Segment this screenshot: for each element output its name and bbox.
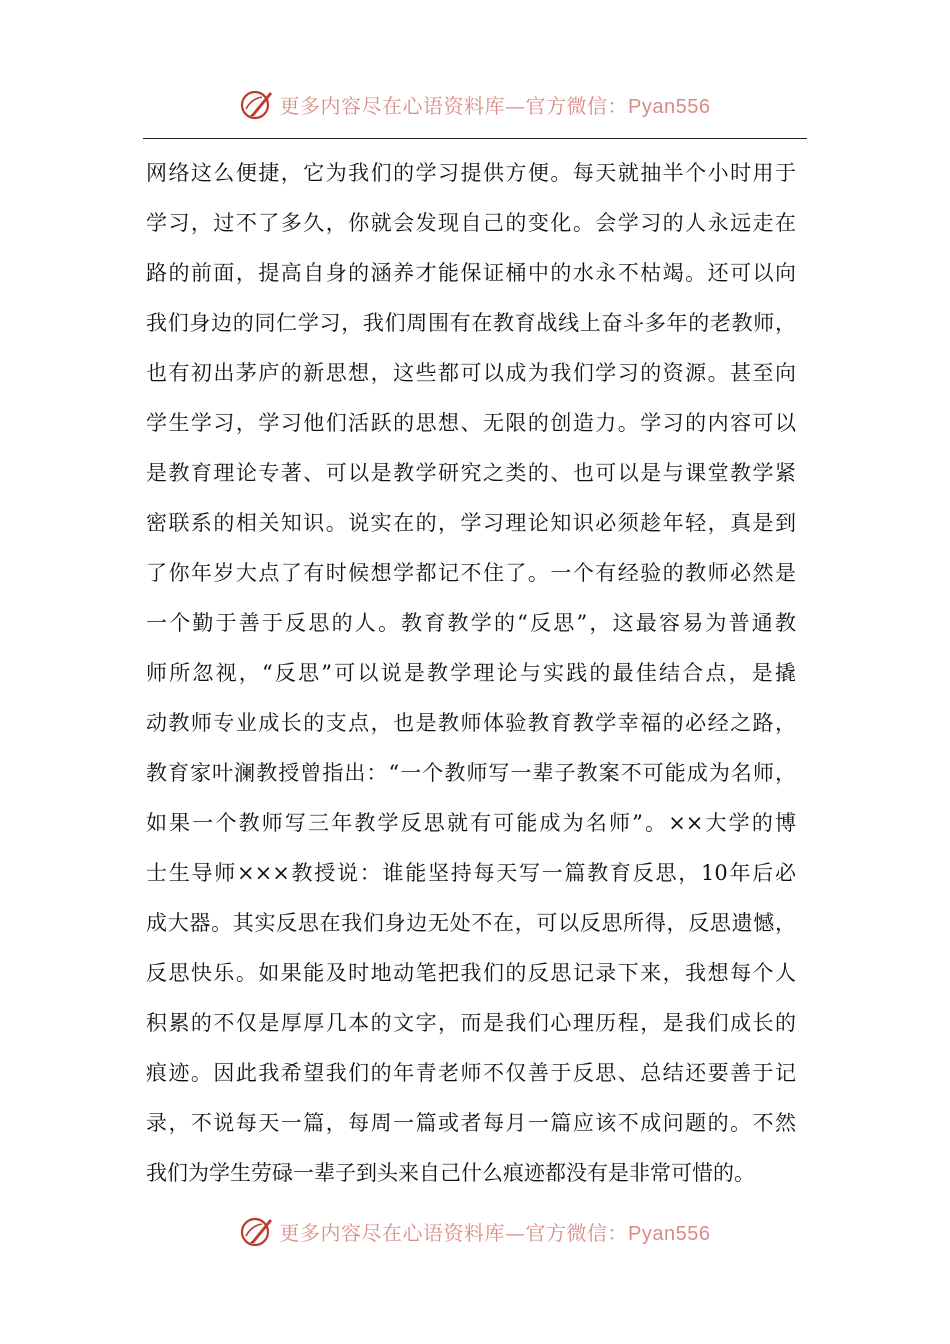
text-line: 师所忽视，“反思”可以说是教学理论与实践的最佳结合点，是撬 bbox=[146, 661, 796, 685]
text-line: 我们为学生劳碌一辈子到头来自己什么痕迹都没有是非常可惜的。 bbox=[146, 1161, 755, 1185]
header-banner-title: 更多内容尽在心语资料库—官方微信： bbox=[279, 93, 629, 118]
text-line: 学生学习，学习他们活跃的思想、无限的创造力。学习的内容可以 bbox=[146, 411, 796, 435]
pen-logo-icon bbox=[240, 1214, 274, 1248]
text-line: 反思快乐。如果能及时地动笔把我们的反思记录下来，我想每个人 bbox=[146, 961, 796, 985]
text-line: 积累的不仅是厚厚几本的文字，而是我们心理历程，是我们成长的 bbox=[146, 1011, 796, 1035]
footer-banner bbox=[0, 1211, 950, 1251]
header-divider bbox=[143, 138, 807, 139]
text-line: 了你年岁大点了有时候想学都记不住了。一个有经验的教师必然是 bbox=[146, 561, 796, 585]
text-line: 网络这么便捷，它为我们的学习提供方便。每天就抽半个小时用于 bbox=[146, 161, 796, 185]
footer-banner-wechat-id: Pyan556 bbox=[628, 1222, 711, 1245]
text-line: 如果一个教师写三年教学反思就有可能成为名师”。××大学的博 bbox=[146, 811, 796, 835]
text-line: 一个勤于善于反思的人。教育教学的“反思”，这最容易为普通教 bbox=[146, 611, 796, 635]
text-line: 也有初出茅庐的新思想，这些都可以成为我们学习的资源。甚至向 bbox=[146, 361, 796, 385]
footer-banner-title: 更多内容尽在心语资料库—官方微信： bbox=[279, 1220, 629, 1245]
header-banner-wechat-id: Pyan556 bbox=[628, 95, 711, 118]
text-line: 是教育理论专著、可以是教学研究之类的、也可以是与课堂教学紧 bbox=[146, 461, 796, 485]
text-line: 成大器。其实反思在我们身边无处不在，可以反思所得，反思遗憾， bbox=[146, 911, 796, 935]
header-banner-text bbox=[280, 90, 711, 119]
text-line: 动教师专业成长的支点，也是教师体验教育教学幸福的必经之路， bbox=[146, 711, 796, 735]
header-banner-content bbox=[240, 87, 711, 121]
text-line: 痕迹。因此我希望我们的年青老师不仅善于反思、总结还要善于记 bbox=[146, 1061, 796, 1085]
pen-logo-icon bbox=[240, 87, 274, 121]
text-line: 录，不说每天一篇，每周一篇或者每月一篇应该不成问题的。不然 bbox=[146, 1111, 796, 1135]
text-line: 密联系的相关知识。说实在的，学习理论知识必须趁年轻，真是到 bbox=[146, 511, 796, 535]
text-line: 教育家叶澜教授曾指出：“一个教师写一辈子教案不可能成为名师， bbox=[146, 761, 796, 785]
footer-banner-text bbox=[280, 1217, 711, 1246]
text-line: 路的前面，提高自身的涵养才能保证桶中的水永不枯竭。还可以向 bbox=[146, 261, 796, 285]
text-line: 我们身边的同仁学习，我们周围有在教育战线上奋斗多年的老教师， bbox=[146, 311, 796, 335]
document-body bbox=[146, 148, 796, 1198]
footer-banner-content bbox=[240, 1214, 711, 1248]
text-line: 士生导师×××教授说：谁能坚持每天写一篇教育反思，10年后必 bbox=[146, 861, 796, 885]
header-banner bbox=[0, 84, 950, 124]
text-line: 学习，过不了多久，你就会发现自己的变化。会学习的人永远走在 bbox=[146, 211, 796, 235]
